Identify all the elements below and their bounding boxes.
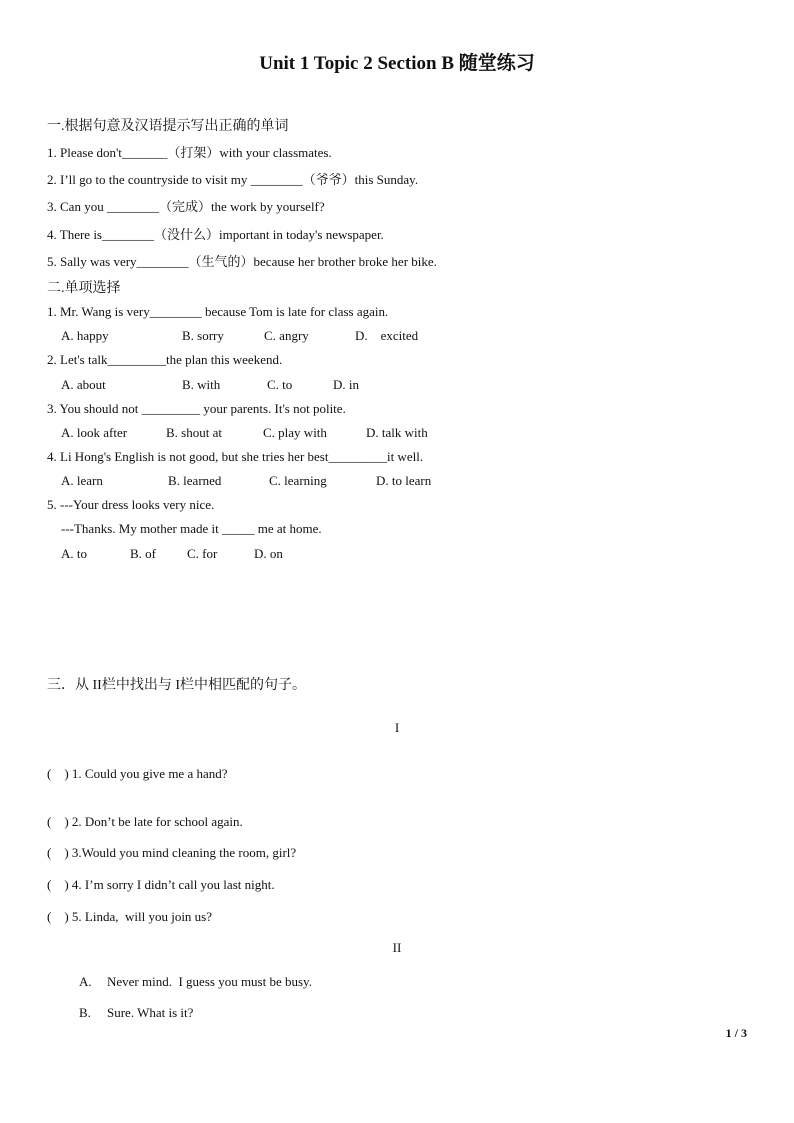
mc-option: D. on: [254, 546, 283, 561]
section-3-heading: 三．从 II栏中找出与 I栏中相匹配的句子。: [47, 678, 306, 693]
mc-option: A. happy: [61, 328, 109, 343]
fill-item-4: 4. There is________（没什么）important in today's newspaper.: [47, 227, 384, 242]
answer-text-a: Never mind. I guess you must be busy.: [107, 974, 312, 989]
mc-option: A. about: [61, 377, 106, 392]
column-i-label: I: [394, 720, 400, 735]
fill-item-2: 2. I’ll go to the countryside to visit my ________（爷爷）this Sunday.: [47, 172, 419, 187]
match-item-2: ( ) 2. Don’t be late for school again.: [47, 814, 243, 829]
mc-question-5: 5. ---Your dress looks very nice.: [47, 497, 215, 512]
section-1-heading: 一.根据句意及汉语提示写出正确的单词: [47, 119, 289, 134]
mc-option: A. look after: [61, 425, 128, 440]
match-item-3: ( ) 3.Would you mind cleaning the room, girl?: [47, 845, 297, 860]
mc-question-2: 2. Let's talk_________the plan this weekend.: [47, 352, 283, 367]
mc-option: D. to learn: [376, 473, 432, 488]
mc-option: A. learn: [61, 473, 103, 488]
fill-item-3: 3. Can you ________（完成）the work by yourself?: [47, 199, 325, 214]
mc-option: C. for: [187, 546, 218, 561]
mc-option: D. in: [333, 377, 359, 392]
mc-option: C. angry: [264, 328, 309, 343]
mc-option: D. talk with: [366, 425, 428, 440]
match-item-5: ( ) 5. Linda, will you join us?: [47, 909, 213, 924]
mc-option: B. with: [182, 377, 221, 392]
page-title: Unit 1 Topic 2 Section B 随堂练习: [259, 53, 535, 74]
section-2-heading: 二.单项选择: [47, 281, 121, 296]
mc-option: C. play with: [263, 425, 327, 440]
mc-option: C. to: [267, 377, 293, 392]
fill-item-5: 5. Sally was very________（生气的）because her brother broke her bike.: [47, 254, 437, 269]
mc-option: A. to: [61, 546, 87, 561]
mc-option: B. shout at: [166, 425, 222, 440]
mc-question-4: 4. Li Hong's English is not good, but she tries her best_________it well.: [47, 449, 424, 464]
mc-option: B. of: [130, 546, 156, 561]
page-number: 1 / 3: [725, 1026, 747, 1040]
match-item-4: ( ) 4. I’m sorry I didn’t call you last night.: [47, 877, 275, 892]
mc-question-1: 1. Mr. Wang is very________ because Tom is late for class again.: [47, 304, 389, 319]
mc-question-3: 3. You should not _________ your parents. It's not polite.: [47, 401, 346, 416]
mc-question-5-reply: ---Thanks. My mother made it _____ me at home.: [61, 521, 322, 536]
answer-letter-a: A.: [79, 974, 92, 989]
match-item-1: ( ) 1. Could you give me a hand?: [47, 766, 228, 781]
mc-option: B. sorry: [182, 328, 224, 343]
mc-option: B. learned: [168, 473, 222, 488]
answer-letter-b: B.: [79, 1005, 91, 1020]
fill-item-1: 1. Please don't_______（打架）with your classmates.: [47, 145, 332, 160]
mc-option: D. excited: [355, 328, 419, 343]
column-ii-label: II: [392, 940, 402, 955]
answer-text-b: Sure. What is it?: [107, 1005, 194, 1020]
mc-option: C. learning: [269, 473, 327, 488]
